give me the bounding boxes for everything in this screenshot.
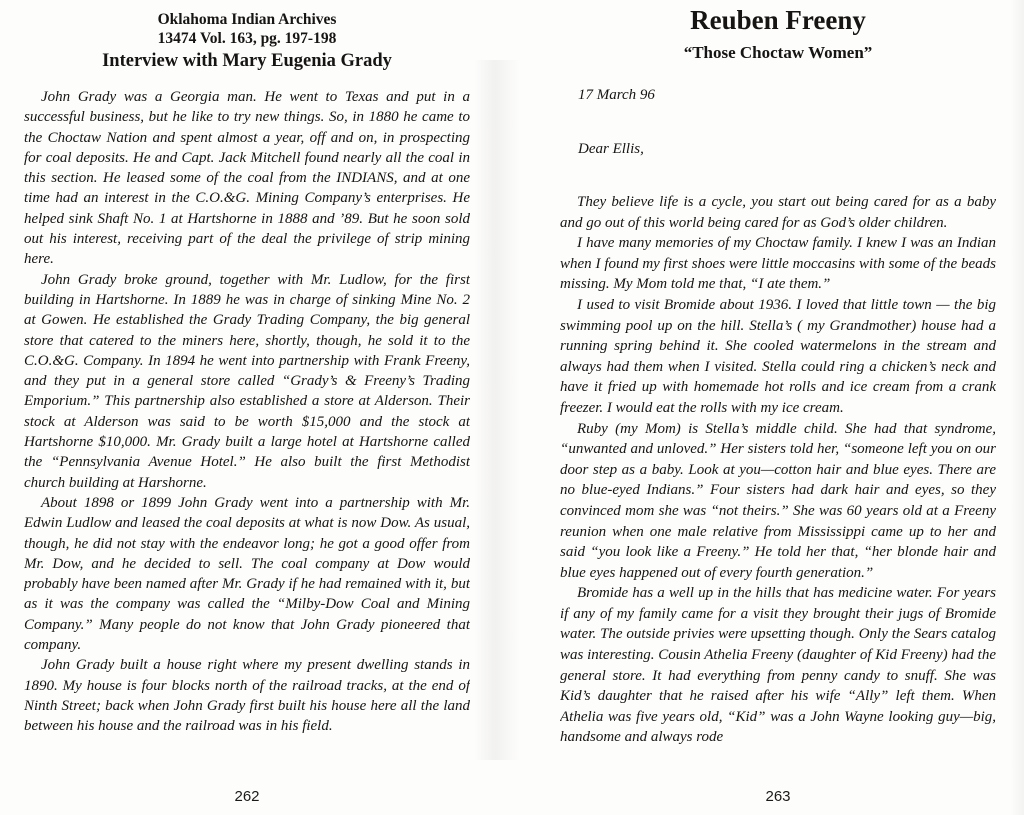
paragraph: John Grady was a Georgia man. He went to Texas and put in a successful business, but he like to try new things. So, in 1880 he came to the Choctaw Nation and spent almost a year, off and on, in prospecting for coal deposits. He and Capt. Jack Mitchell found nearly all the coal in this section. He leased some of the coal from the INDIANS, and at one time had an interest in the C.O.&G. Mining Company’s enterprises. He helped sink Shaft No. 1 at Hartshorne in 1888 and ’89. But he soon sold out his interest, receiving part of the deal the privilege of strip mining here. [24, 89, 470, 268]
left-page-header [24, 0, 470, 74]
letter-date: 17 March 96 [578, 87, 655, 103]
paragraph: I used to visit Bromide about 1936. I loved that little town — the big swimming pool up on the hill. Stella’s ( my Grandmother) house had a running spring behind it. She cooled watermelons in the stream and always had them when I visited. Stella could ring a chicken’s neck and have it fried up with homemade hot rolls and ice cream from a crank freezer. I would eat the rolls with my ice cream. [560, 296, 996, 416]
left-page [24, 0, 470, 815]
page-edge-shadow [1010, 0, 1024, 815]
page-number-left: 262 [234, 788, 260, 805]
archive-title: Oklahoma Indian Archives [157, 11, 337, 28]
right-page [560, 0, 996, 815]
interview-title: Interview with Mary Eugenia Grady [102, 51, 392, 71]
right-page-body [560, 192, 996, 748]
paragraph: About 1898 or 1899 John Grady went into a partnership with Mr. Edwin Ludlow and leased the coal deposits at what is now Dow. As usual, though, he did not stay with the endeavor long; he got a good offer from Mr. Dow, and he decided to sell. The coal company at Dow would probably have been named after Mr. Grady if he had remained with it, but as it was the company was called the “Milby-Dow Coal and Mining Company.” Many people do not know that John Grady pioneered that company. [24, 494, 470, 654]
paragraph: I have many memories of my Choctaw family. I knew I was an Indian when I found my first shoes were little moccasins with some of the beads missing. My Mom told me that, “I ate them.” [560, 235, 996, 293]
page-number-right: 263 [765, 788, 791, 805]
letter-subtitle: “Those Choctaw Women” [683, 43, 873, 62]
paragraph: Bromide has a well up in the hills that has medicine water. For years if any of my family came for a visit they brought their jugs of Bromide water. The outside privies were upsetting though. Only the Sears catalog was interesting. Cousin Athelia Freeny (daughter of Kid Freeny) had the general store. It had everything from penny candy to snuff. She was Kid’s daughter that he raised after his wife “Ally” left them. When Athelia was five years old, “Kid” was a John Wayne looking guy—big, handsome and always rode [560, 585, 996, 746]
page-gutter-shadow [474, 60, 520, 760]
letter-title: Reuben Freeny [690, 5, 866, 35]
letter-salutation: Dear Ellis, [578, 141, 644, 157]
paragraph: John Grady built a house right where my present dwelling stands in 1890. My house is four blocks north of the railroad tracks, at the end of Ninth Street; back when John Grady first built his house here all the land between his house and the railroad was in his field. [24, 657, 470, 735]
paragraph: They believe life is a cycle, you start out being cared for as a baby and go out of this world being cared for as God’s older children. [560, 194, 996, 231]
archive-reference: 13474 Vol. 163, pg. 197-198 [157, 30, 337, 47]
left-page-body [24, 87, 470, 737]
paragraph: Ruby (my Mom) is Stella’s middle child. She had that syndrome, “unwanted and unloved.” Her sisters told her, “someone left you on our door step as a baby. Look at you—cotton hair and blue eyes. There are no blue-eyed Indians.” Four sisters had dark hair and eyes, so they convinced mom she was “not theirs.” She was 60 years old at a Freeny reunion when one male relative from Mississippi came up to her and said “you look like a Freeny.” He told her that, “her blonde hair and blue eyes happened out of every fourth generation.” [560, 420, 996, 581]
paragraph: John Grady broke ground, together with Mr. Ludlow, for the first building in Hartshorne. In 1889 he was in charge of sinking Mine No. 2 at Gowen. He established the Grady Trading Company, the big general store that catered to the miners here, shortly, though, he sold it to the C.O.&G. Company. In 1894 he went into partnership with Frank Freeny, and they put in a general store called “Grady’s & Freeny’s Trading Emporium.” This partnership also established a store at Alderson. Their stock at Alderson was said to be worth $15,000 and the stock at Hartshorne $10,000. Mr. Grady built a large hotel at Hartshorne called the “Pennsylvania Avenue Hotel.” He also built the first Methodist church building at Harshorne. [24, 271, 470, 491]
